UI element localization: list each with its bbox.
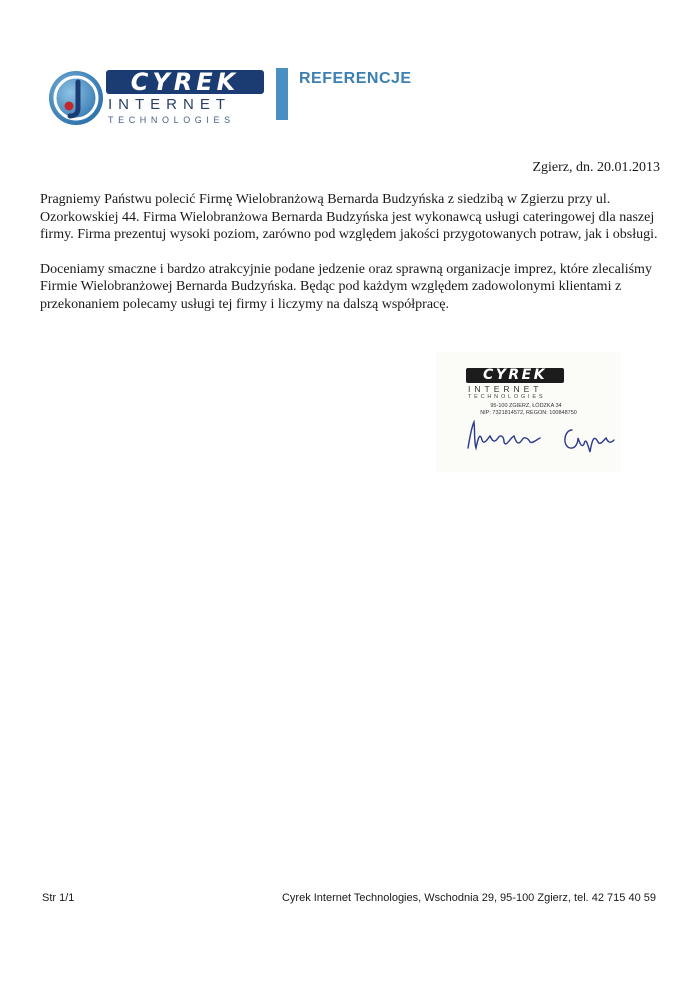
- stamp-address: 95-100 ZGIERZ, ŁÓDZKA 34: [490, 403, 562, 409]
- logo-wordmark: CYREK: [106, 70, 264, 94]
- logo-line-internet: INTERNET: [108, 96, 231, 113]
- handwritten-signature: [460, 418, 620, 454]
- letter-body: [40, 191, 660, 330]
- page-number: Str 1/1: [42, 892, 75, 904]
- stamp-line-internet: INTERNET: [468, 384, 543, 394]
- stamp-line-technologies: TECHNOLOGIES: [468, 394, 546, 400]
- header-divider-bar: [276, 68, 288, 120]
- logo-globe-icon: [48, 70, 104, 126]
- letter-paragraph: Pragniemy Państwu polecić Firmę Wielobranżową Bernarda Budzyńska z siedzibą w Zgierzu przy ul. Ozorkowskiej 44. Firma Wielobranżowa Bernarda Budzyńska jest wykonawcą usługi cateringowej dla naszej firmy. Firma prezentuj wysoki poziom, zarówno pod względem jakości przygotowanych potraw, jak i obsługi.: [40, 192, 658, 242]
- footer-company-info: Cyrek Internet Technologies, Wschodnia 29, 95-100 Zgierz, tel. 42 715 40 59: [281, 892, 656, 904]
- letter-paragraph: Doceniamy smaczne i bardzo atrakcyjnie podane jedzenie oraz sprawną organizacje imprez, które zlecaliśmy Firmie Wielobranżowej Bernarda Budzyńska. Będąc pod każdym względem zadowolonymi klientami z przekonaniem polecamy usługi tej firmy i liczymy na dalszą współpracę.: [40, 261, 652, 312]
- company-stamp: [436, 352, 621, 472]
- company-logo: [48, 66, 268, 128]
- stamp-tax-ids: NIP: 7321814572, REGON: 100848750: [480, 410, 577, 416]
- stamp-wordmark: CYREK: [466, 368, 564, 383]
- logo-line-technologies: TECHNOLOGIES: [108, 115, 235, 125]
- document-title: REFERENCJE: [299, 70, 412, 87]
- letter-date: Zgierz, dn. 20.01.2013: [532, 160, 660, 175]
